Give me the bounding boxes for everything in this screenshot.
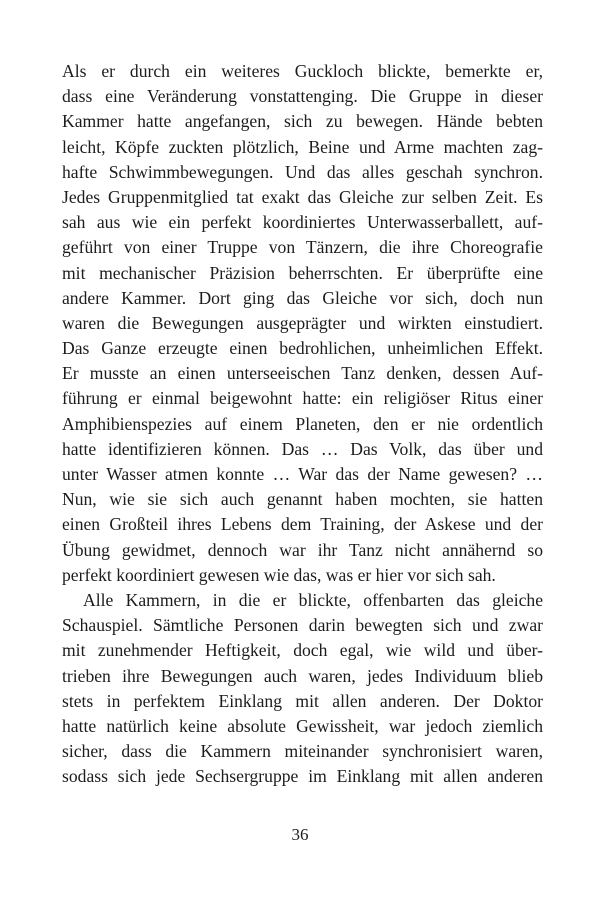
text-line: perfekt koordiniert gewesen wie das, was er hier vor sich sah. <box>62 564 496 585</box>
text-line: trieben ihre Bewegungen auch waren, jedes Individuum blieb <box>62 665 543 686</box>
text-line: andere Kammer. Dort ging das Gleiche vor sich, doch nun <box>62 287 543 308</box>
body-text <box>62 59 543 789</box>
text-line: hatte identifizieren können. Das … Das Volk, das über und <box>62 438 543 459</box>
text-line: geführt von einer Truppe von Tänzern, die ihre Choreografie <box>62 237 543 258</box>
text-line: Er musste an einen unterseeischen Tanz denken, dessen Auf- <box>62 363 543 384</box>
page-number: 36 <box>291 825 309 844</box>
text-line: dass eine Veränderung vonstattenging. Die Gruppe in dieser <box>62 86 543 107</box>
text-line: Als er durch ein weiteres Guckloch blickte, bemerkte er, <box>62 61 543 81</box>
text-line: hafte Schwimmbewegungen. Und das alles geschah synchron. <box>62 161 543 182</box>
text-line: Das Ganze erzeugte einen bedrohlichen, unheimlichen Effekt. <box>62 338 543 359</box>
text-line: mit zunehmender Heftigkeit, doch egal, wie wild und über- <box>62 640 543 661</box>
text-line: Schauspiel. Sämtliche Personen darin bewegten sich und zwar <box>62 615 543 636</box>
text-line: leicht, Köpfe zuckten plötzlich, Beine und Arme machten zag- <box>62 136 543 157</box>
text-line: Nun, wie sie sich auch genannt haben mochten, sie hatten <box>62 489 543 510</box>
text-line: Alle Kammern, in die er blickte, offenbarten das gleiche <box>83 589 543 610</box>
text-line: hatte natürlich keine absolute Gewissheit, war jedoch ziemlich <box>62 715 543 736</box>
text-line: stets in perfektem Einklang mit allen anderen. Der Doktor <box>62 690 543 711</box>
text-line: einen Großteil ihres Lebens dem Training, der Askese und der <box>62 514 543 535</box>
paragraph-2 <box>62 588 543 790</box>
text-line: Jedes Gruppenmitglied tat exakt das Gleiche zur selben Zeit. Es <box>62 186 543 207</box>
text-line: sodass sich jede Sechsergruppe im Einklang mit allen anderen <box>62 766 543 787</box>
text-line: mit mechanischer Präzision beherrschten. Er überprüfte eine <box>62 262 543 283</box>
text-line: führung er einmal beigewohnt hatte: ein religiöser Ritus einer <box>62 388 543 409</box>
text-line: Amphibienspezies auf einem Planeten, den er nie ordentlich <box>62 413 543 434</box>
text-line: waren die Bewegungen ausgeprägter und wirkten einstudiert. <box>62 312 543 333</box>
paragraph-1 <box>62 59 543 588</box>
text-line: unter Wasser atmen konnte … War das der Name gewesen? … <box>62 464 543 484</box>
text-line: Kammer hatte angefangen, sich zu bewegen. Hände bebten <box>62 111 543 132</box>
text-line: sicher, dass die Kammern miteinander synchronisiert waren, <box>62 741 543 762</box>
text-line: sah aus wie ein perfekt koordiniertes Unterwasserballett, auf- <box>62 212 543 233</box>
text-line: Übung gewidmet, dennoch war ihr Tanz nicht annähernd so <box>62 539 543 560</box>
